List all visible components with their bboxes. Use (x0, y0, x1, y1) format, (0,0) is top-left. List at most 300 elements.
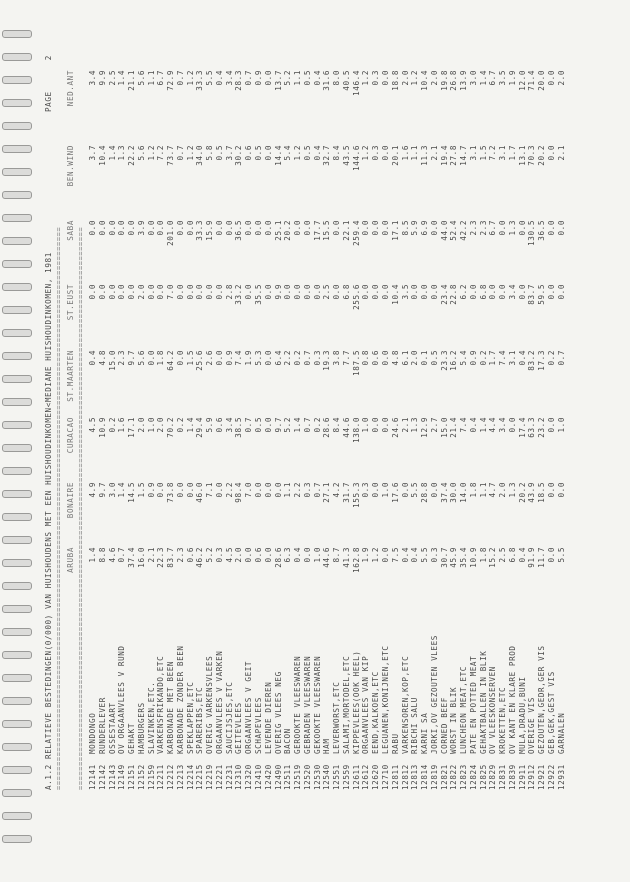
cell-value: 5.9 (205, 417, 215, 433)
cell-value: 0.3 (312, 350, 322, 366)
cell-value: 6.9 (420, 220, 430, 236)
cell-value: 0.0 (380, 417, 390, 433)
cell-value: 1.9 (507, 70, 517, 86)
cell-value: 28.8 (420, 482, 430, 503)
cell-value: 8.5 (400, 220, 410, 236)
cell-value: 0.0 (556, 220, 566, 236)
row-name: KARNI SA (420, 712, 430, 754)
cell-value: 1.7 (507, 145, 517, 161)
row-name: CORNED BEEF (439, 697, 449, 754)
table-row (557, 70, 567, 790)
row-code: 12212 (166, 764, 176, 790)
table-row (166, 70, 176, 790)
cell-value: 7.0 (244, 482, 254, 498)
cell-value: 0.0 (293, 220, 303, 236)
cell-value: 3.0 (468, 70, 478, 86)
cell-value: 0.1 (420, 350, 430, 366)
row-name: OSSESTAART (107, 702, 117, 754)
cell-value: 13.7 (273, 70, 283, 91)
cell-value: 3.9 (136, 220, 146, 236)
row-code: 12825 (478, 764, 488, 790)
row-code: 12143 (107, 764, 117, 790)
cell-value: 0.0 (302, 220, 312, 236)
cell-value: 5.5 (556, 547, 566, 563)
row-name: GEB,GEK,GEST VIS (546, 671, 556, 754)
row-name: PATE EN POTTED MEAT (468, 655, 478, 754)
cell-value: 46.2 (195, 547, 205, 568)
cell-value: 59.5 (537, 284, 547, 305)
table-row (488, 70, 498, 790)
cell-value: 15.0 (107, 350, 117, 371)
cell-value: 23.4 (439, 284, 449, 305)
cell-value: 0.0 (107, 220, 117, 236)
cell-value: 8.4 (332, 145, 342, 161)
cell-value: 255.6 (351, 284, 361, 310)
cell-value: 20.1 (390, 145, 400, 166)
cell-value: 0.7 (302, 350, 312, 366)
cell-value: 3.4 (507, 284, 517, 300)
cell-value: 2.0 (234, 547, 244, 563)
cell-value: 25.1 (273, 220, 283, 241)
col-header: SABA (66, 220, 75, 241)
cell-value: 5.5 (205, 70, 215, 86)
cell-value: 0.7 (302, 417, 312, 433)
cell-value: 0.0 (546, 220, 556, 236)
cell-value: 3.7 (88, 145, 97, 161)
cell-value: 2.6 (205, 350, 215, 366)
row-name: GEHAKT (127, 722, 137, 754)
col-header: BEN.WIND (66, 145, 75, 187)
cell-value: 2.0 (136, 284, 146, 300)
cell-value: 0.0 (517, 220, 527, 236)
table-row (332, 70, 342, 790)
row-code: 12819 (429, 764, 439, 790)
cell-value: 1.4 (117, 482, 127, 498)
cell-value: 52.4 (449, 220, 459, 241)
cell-value: 0.8 (361, 350, 371, 366)
cell-value: 16.2 (449, 350, 459, 371)
row-name: GEHAKTBALLEN IN BLIK (478, 650, 488, 754)
cell-value: 0.2 (546, 350, 556, 366)
row-name: KARBONADE MET BEEN (166, 660, 176, 754)
rule-top: ===================================================================================================================== (55, 226, 63, 790)
cell-value: 3.5 (498, 70, 508, 86)
cell-value: 0.0 (556, 482, 566, 498)
cell-value: 6.3 (283, 547, 293, 563)
cell-value: 1.5 (185, 350, 195, 366)
cell-value: 0.0 (88, 220, 97, 236)
table-row (234, 70, 244, 790)
table-row (98, 70, 108, 790)
row-code: 12511 (283, 764, 293, 790)
cell-value: 3.1 (507, 350, 517, 366)
cell-value: 4.5 (224, 547, 234, 563)
cell-value: 21.4 (449, 417, 459, 438)
cell-value: 35.5 (254, 284, 264, 305)
cell-value: 0.4 (468, 417, 478, 433)
table-row (547, 70, 557, 790)
cell-value: 0.0 (88, 284, 97, 300)
cell-value: 22.2 (127, 145, 137, 166)
cell-value: 6.7 (488, 70, 498, 86)
row-code: 12612 (361, 764, 371, 790)
table-row (137, 70, 147, 790)
cell-value: 15.5 (322, 220, 332, 241)
cell-value: 0.4 (400, 547, 410, 563)
cell-value: 0.0 (175, 482, 185, 498)
row-name: LEVENDE DIEREN (263, 681, 273, 754)
cell-value: 2.2 (283, 350, 293, 366)
cell-value: 18.5 (537, 482, 547, 503)
cell-value: 0.0 (371, 284, 381, 300)
cell-value: 2.3 (468, 220, 478, 236)
cell-value: 0.0 (175, 220, 185, 236)
row-code: 12823 (459, 764, 469, 790)
cell-value: 259.4 (351, 220, 361, 246)
row-code: 12215 (195, 764, 205, 790)
cell-value: 17.7 (312, 220, 322, 241)
row-code: 12620 (371, 764, 381, 790)
row-code: 12814 (420, 764, 430, 790)
cell-value: 3.4 (224, 417, 234, 433)
cell-value: 0.0 (224, 220, 234, 236)
col-header: BONAIRE (66, 482, 75, 519)
table-row (371, 70, 381, 790)
cell-value: 0.0 (214, 350, 224, 366)
cell-value: 9.7 (97, 482, 107, 498)
cell-value: 6.7 (156, 70, 166, 86)
table-row (508, 70, 518, 790)
table-row (303, 70, 313, 790)
cell-value: 6.1 (400, 350, 410, 366)
cell-value: 2.5 (107, 70, 117, 86)
cell-value: 0.0 (244, 547, 254, 563)
row-code: 12320 (244, 764, 254, 790)
cell-value: 10.9 (97, 417, 107, 438)
cell-value: 25.6 (195, 350, 205, 371)
cell-value: 0.0 (380, 350, 390, 366)
cell-value: 11.7 (537, 547, 547, 568)
cell-value: 0.0 (556, 284, 566, 300)
cell-value: 0.0 (400, 482, 410, 498)
table-row (381, 70, 391, 790)
row-name: VARKENSFRIKANDO,ETC (156, 655, 166, 754)
cell-value: 5.2 (283, 70, 293, 86)
row-name: LEGUANEN,KONIJNEN,ETC (380, 645, 390, 754)
row-name: LEVERWORST,ETC (332, 681, 342, 754)
cell-value: 37.4 (439, 482, 449, 503)
cell-value: 13.1 (517, 145, 527, 166)
cell-value: 14.5 (127, 482, 137, 503)
table-row (459, 70, 469, 790)
cell-value: 0.4 (517, 547, 527, 563)
row-code: 12710 (380, 764, 390, 790)
cell-value: 0.0 (302, 284, 312, 300)
cell-value: 29.4 (195, 417, 205, 438)
cell-value: 1.5 (478, 145, 488, 161)
cell-value: 5.5 (420, 547, 430, 563)
cell-value: 0.0 (146, 220, 156, 236)
cell-value: 18.8 (390, 70, 400, 91)
cell-value: 22.3 (156, 547, 166, 568)
cell-value: 26.8 (449, 70, 459, 91)
cell-value: 155.3 (351, 482, 361, 508)
cell-value: 0.0 (498, 220, 508, 236)
cell-value: 130.5 (527, 220, 537, 246)
cell-value: 187.5 (351, 350, 361, 376)
row-code: 12213 (175, 764, 185, 790)
cell-value: 0.0 (517, 284, 527, 300)
cell-value: 5.6 (136, 350, 146, 366)
cell-value: 1.3 (117, 145, 127, 161)
table-row (147, 70, 157, 790)
table-row (215, 70, 225, 790)
cell-value: 0.4 (214, 70, 224, 86)
cell-value: 0.0 (117, 284, 127, 300)
row-name: ORGAANVLEES VAN KIP (361, 655, 371, 754)
cell-value: 2.2 (224, 482, 234, 498)
cell-value: 0.0 (429, 284, 439, 300)
cell-value: 1.0 (380, 482, 390, 498)
cell-value: 4.4 (488, 417, 498, 433)
table-row (195, 70, 205, 790)
cell-value: 5.9 (410, 220, 420, 236)
cell-value: 7.4 (234, 350, 244, 366)
row-code: 12813 (410, 764, 420, 790)
cell-value: 10.4 (97, 145, 107, 166)
cell-value: 2.1 (429, 145, 439, 161)
cell-value: 9.7 (273, 417, 283, 433)
cell-value: 0.0 (263, 350, 273, 366)
cell-value: 64.2 (166, 350, 176, 371)
cell-value: 21.1 (127, 70, 137, 91)
cell-value: 1.3 (410, 417, 420, 433)
cell-value: 0.0 (156, 284, 166, 300)
cell-value: 46.0 (195, 482, 205, 503)
cell-value: 34.0 (195, 145, 205, 166)
cell-value: 1.2 (371, 547, 381, 563)
row-code: 12159 (146, 764, 156, 790)
cell-value: 44.6 (322, 547, 332, 568)
row-code: 12812 (400, 764, 410, 790)
cell-value: 31.6 (322, 70, 332, 91)
cell-value: 0.3 (371, 145, 381, 161)
cell-value: 32.7 (322, 145, 332, 166)
cell-value: 4.9 (88, 482, 97, 498)
cell-value: 146.4 (351, 70, 361, 96)
col-header: ST.EUST (66, 284, 75, 321)
cell-value: 23.2 (537, 417, 547, 438)
cell-value: 2.1 (146, 547, 156, 563)
cell-value: 5.6 (136, 145, 146, 161)
cell-value: 0.0 (97, 220, 107, 236)
row-name: KIPPEVLEES(OOK HEEL) (351, 650, 361, 754)
cell-value: 83.7 (527, 284, 537, 305)
cell-value: 20.2 (283, 220, 293, 241)
table-row (117, 70, 127, 790)
cell-value: 0.0 (107, 284, 117, 300)
row-name: OVERIGE VIS (527, 697, 537, 754)
row-name: OVERIG VARKENSVLEES (205, 655, 215, 754)
cell-value: 0.3 (429, 547, 439, 563)
table-title: A.1.2 RELATIEVE BESTEDINGEN(0/000) VAN HUISHOUDENS MET EEN HUISHOUDINKOMEN<MEDIANE HUISHOUDINKOMEN, 1981 (44, 252, 53, 790)
cell-value: 0.0 (371, 220, 381, 236)
cell-value: 0.0 (185, 220, 195, 236)
cell-value: 0.0 (185, 482, 195, 498)
cell-value: 10.9 (468, 547, 478, 568)
cell-value: 2.5 (322, 284, 332, 300)
row-code: 12822 (449, 764, 459, 790)
cell-value: 6.4 (273, 350, 283, 366)
row-code: 12611 (351, 764, 361, 790)
cell-value: 9.9 (97, 70, 107, 86)
cell-value: 6.8 (341, 284, 351, 300)
cell-value: 0.7 (175, 145, 185, 161)
cell-value: 9.7 (127, 350, 137, 366)
cell-value: 43.5 (341, 145, 351, 166)
cell-value: 1.7 (488, 350, 498, 366)
cell-value: 0.5 (254, 417, 264, 433)
cell-value: 0.6 (254, 547, 264, 563)
cell-value: 5.4 (283, 145, 293, 161)
cell-value: 43.9 (527, 482, 537, 503)
row-code: 12540 (322, 764, 332, 790)
cell-value: 6.8 (478, 284, 488, 300)
cell-value: 0.0 (361, 220, 371, 236)
cell-value: 0.0 (263, 547, 273, 563)
cell-value: 2.0 (156, 417, 166, 433)
cell-value: 1.3 (507, 482, 517, 498)
cell-value: 0.6 (185, 547, 195, 563)
cell-value: 2.8 (224, 284, 234, 300)
cell-value: 1.8 (478, 547, 488, 563)
rule-header: ===================================================================================================================== (77, 226, 85, 790)
row-name: MULA,DRADU,BUNI (517, 676, 527, 754)
cell-value: 7.2 (488, 145, 498, 161)
cell-value: 0.0 (263, 220, 273, 236)
cell-value: 98.4 (234, 482, 244, 503)
cell-value: 44.0 (439, 220, 449, 241)
cell-value: 0.6 (214, 417, 224, 433)
cell-value: 17.6 (390, 482, 400, 503)
cell-value: 4.8 (97, 350, 107, 366)
cell-value: 0.0 (371, 482, 381, 498)
cell-value: 0.0 (283, 284, 293, 300)
cell-value: 1.2 (146, 145, 156, 161)
table-row (186, 70, 196, 790)
cell-value: 30.0 (449, 482, 459, 503)
cell-value: 0.3 (214, 547, 224, 563)
cell-value: 0.0 (127, 284, 137, 300)
row-code: 12214 (185, 764, 195, 790)
cell-value: 0.0 (380, 70, 390, 86)
row-code: 12310 (234, 764, 244, 790)
cell-value: 27.8 (449, 145, 459, 166)
row-code: 12219 (205, 764, 215, 790)
cell-value: 33.3 (195, 70, 205, 91)
cell-value: 2.0 (556, 70, 566, 86)
cell-value: 63.3 (527, 417, 537, 438)
cell-value: 17.3 (537, 350, 547, 371)
cell-value: 14.4 (273, 145, 283, 166)
row-name: SALAMI,MORTODEL,ETC (341, 655, 351, 754)
cell-value: 5.2 (205, 547, 215, 563)
cell-value: 27.1 (322, 482, 332, 503)
row-name: SPARERIBS,ETC (195, 686, 205, 754)
cell-value: 7.2 (156, 145, 166, 161)
cell-value: 10.4 (390, 284, 400, 305)
cell-value: 0.0 (195, 284, 205, 300)
table-row (313, 70, 323, 790)
cell-value: 3.0 (107, 482, 117, 498)
cell-value: 72.9 (166, 70, 176, 91)
cell-value: 13.9 (459, 70, 469, 91)
cell-value: 19.3 (322, 350, 332, 371)
cell-value: 1.8 (468, 482, 478, 498)
cell-value: 0.0 (380, 547, 390, 563)
row-name: HAMBURGERS (136, 702, 146, 754)
cell-value: 0.0 (254, 220, 264, 236)
cell-value: 3.4 (498, 417, 508, 433)
cell-value: 22.8 (449, 284, 459, 305)
row-code: 12931 (556, 764, 566, 790)
page-indicator (44, 55, 53, 112)
row-name: GEITEVLEES (234, 702, 244, 754)
cell-value: 0.0 (117, 220, 127, 236)
col-header: ARUBA (66, 547, 75, 573)
cell-value: 0.6 (244, 145, 254, 161)
cell-value: 44.6 (341, 417, 351, 438)
row-name: ORGAANVLEES V VARKEN (214, 650, 224, 754)
cell-value: 1.1 (283, 482, 293, 498)
table-row (293, 70, 303, 790)
cell-value: 1.4 (478, 417, 488, 433)
table-row (322, 70, 332, 790)
cell-value: 30.2 (234, 145, 244, 166)
row-code: 12831 (498, 764, 508, 790)
table-row (156, 70, 166, 790)
cell-value: 0.7 (556, 350, 566, 366)
row-name: SPEKLAPPEN,ETC (185, 681, 195, 754)
cell-value: 70.3 (527, 145, 537, 166)
table-row (498, 70, 508, 790)
cell-value: 0.9 (254, 70, 264, 86)
cell-value: 2.3 (478, 220, 488, 236)
row-code: 12824 (468, 764, 478, 790)
cell-value: 20.2 (517, 482, 527, 503)
cell-value: 16.0 (136, 547, 146, 568)
cell-value: 2.0 (429, 70, 439, 86)
cell-value: 70.2 (166, 417, 176, 438)
cell-value: 0.0 (332, 284, 342, 300)
cell-value: 1.6 (117, 417, 127, 433)
col-header: CURACAO (66, 417, 75, 454)
cell-value: 0.0 (146, 350, 156, 366)
cell-value: 83.7 (166, 547, 176, 568)
cell-value: 1.2 (185, 145, 195, 161)
row-name: ORGAANVLEES V GEIT (244, 660, 254, 754)
cell-value: 7.7 (341, 350, 351, 366)
cell-value: 2.1 (400, 417, 410, 433)
cell-value: 28.6 (322, 417, 332, 438)
cell-value: 0.0 (312, 284, 322, 300)
cell-value: 144.6 (351, 145, 361, 171)
row-name: KROKETTEN,ETC (498, 686, 508, 754)
cell-value: 0.0 (205, 284, 215, 300)
cell-value: 1.2 (361, 70, 371, 86)
cell-value: 0.0 (488, 284, 498, 300)
cell-value: 5.6 (136, 70, 146, 86)
